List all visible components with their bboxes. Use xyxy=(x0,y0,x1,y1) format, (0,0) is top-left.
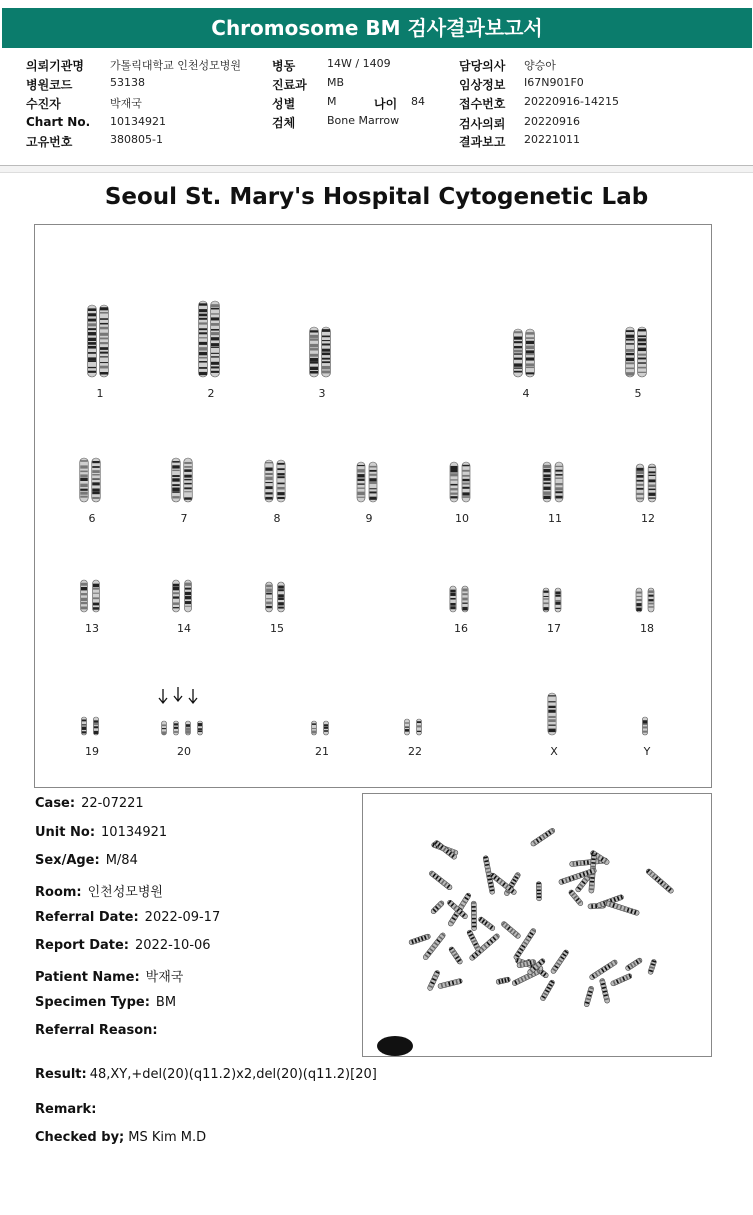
result-label: Result: xyxy=(35,1067,87,1082)
chromosome-label-15: 15 xyxy=(270,622,284,635)
header-divider xyxy=(0,166,753,173)
specimen-type-label: Specimen Type: xyxy=(35,995,150,1010)
unit-no-label: Unit No: xyxy=(35,825,96,840)
chromosome-7 xyxy=(168,456,200,504)
chromosome-label-22: 22 xyxy=(408,745,422,758)
specimen-value: Bone Marrow xyxy=(327,114,400,127)
chromosome-12 xyxy=(632,462,664,504)
chromosome-6 xyxy=(76,456,108,504)
chromosome-17 xyxy=(538,586,570,614)
report-date-value-2: 2022-10-06 xyxy=(135,938,211,953)
hospital-code-label: 병원코드 xyxy=(26,78,73,92)
unique-no-value: 380805-1 xyxy=(110,133,163,146)
unit-no-row xyxy=(35,825,167,840)
patient-name-value: 박재국 xyxy=(145,970,184,985)
deletion-arrows-icon xyxy=(153,687,213,711)
institution-label: 의뢰기관명 xyxy=(26,59,84,73)
unique-no-label: 고유번호 xyxy=(26,135,73,149)
specimen-type-row xyxy=(35,995,176,1010)
specimen-label: 검체 xyxy=(272,116,296,130)
chromosome-label-7: 7 xyxy=(180,512,188,525)
karyogram-panel xyxy=(34,224,712,788)
chromosome-label-Y: Y xyxy=(643,745,651,758)
chromosome-5 xyxy=(622,325,654,379)
chromosome-1 xyxy=(84,303,116,379)
clinical-info-value: I67N901F0 xyxy=(524,76,584,89)
chromosome-label-14: 14 xyxy=(177,622,191,635)
unit-no-value: 10134921 xyxy=(101,825,168,840)
chromosome-label-4: 4 xyxy=(522,387,530,400)
chromosome-label-5: 5 xyxy=(634,387,642,400)
chromosome-22 xyxy=(399,717,431,737)
receipt-no-value: 20220916-14215 xyxy=(524,95,619,108)
patient-name-row xyxy=(35,966,183,985)
room-label: Room: xyxy=(35,885,82,900)
chromosome-label-12: 12 xyxy=(641,512,655,525)
request-date-value: 20220916 xyxy=(524,115,580,128)
chromosome-2 xyxy=(195,299,227,379)
chromosome-label-13: 13 xyxy=(85,622,99,635)
chromosome-15 xyxy=(261,580,293,614)
chromosome-label-9: 9 xyxy=(365,512,373,525)
sex-age-value: M/84 xyxy=(105,853,138,868)
patient-value: 박재국 xyxy=(110,97,142,110)
chromosome-label-8: 8 xyxy=(273,512,281,525)
report-title-banner xyxy=(2,8,752,48)
chromosome-20 xyxy=(156,719,212,737)
physician-label: 담당의사 xyxy=(459,59,506,73)
chart-no-value: 10134921 xyxy=(110,115,166,128)
result-value: 48,XY,+del(20)(q11.2)x2,del(20)(q11.2)[20] xyxy=(89,1067,377,1082)
result-row xyxy=(35,1067,377,1082)
age-value: 84 xyxy=(411,95,425,108)
case-value: 22-07221 xyxy=(81,796,144,811)
specimen-type-value: BM xyxy=(155,995,177,1010)
chromosome-label-19: 19 xyxy=(85,745,99,758)
chromosome-label-21: 21 xyxy=(315,745,329,758)
ward-label: 병동 xyxy=(272,59,296,73)
chromosome-label-11: 11 xyxy=(548,512,562,525)
department-label: 진료과 xyxy=(272,78,307,92)
metaphase-image xyxy=(362,793,712,1057)
clinical-info-label: 임상정보 xyxy=(459,78,506,92)
chromosome-14 xyxy=(168,578,200,614)
checked-by-label: Checked by; xyxy=(35,1130,125,1145)
report-title: Chromosome BM 검사결과보고서 xyxy=(211,16,543,40)
chromosome-18 xyxy=(631,586,663,614)
sex-value: M xyxy=(327,95,337,108)
patient-name-label: Patient Name: xyxy=(35,970,140,985)
lab-title: Seoul St. Mary's Hospital Cytogenetic Lab xyxy=(104,184,649,210)
patient-header xyxy=(0,50,753,166)
receipt-no-label: 접수번호 xyxy=(459,97,506,111)
referral-date-value: 2022-09-17 xyxy=(144,910,221,925)
report-date-label: 결과보고 xyxy=(459,135,506,149)
chromosome-label-17: 17 xyxy=(547,622,561,635)
chromosome-16 xyxy=(445,584,477,614)
institution-value: 가톨릭대학교 인천성모병원 xyxy=(110,59,242,72)
chromosome-10 xyxy=(446,460,478,504)
report-date-value: 20221011 xyxy=(524,133,580,146)
chromosome-label-20: 20 xyxy=(177,745,191,758)
chromosome-Y xyxy=(637,715,657,737)
sex-age-row xyxy=(35,853,138,868)
patient-label: 수진자 xyxy=(26,97,61,111)
chart-no-label: Chart No. xyxy=(26,115,91,129)
chromosome-label-3: 3 xyxy=(318,387,326,400)
referral-date-row xyxy=(35,910,220,925)
chromosome-9 xyxy=(353,460,385,504)
department-value: MB xyxy=(327,76,345,89)
room-value: 인천성모병원 xyxy=(87,885,163,900)
request-date-label: 검사의뢰 xyxy=(459,117,506,131)
sex-age-label: Sex/Age: xyxy=(35,853,100,868)
chromosome-label-X: X xyxy=(550,745,558,758)
chromosome-19 xyxy=(76,715,108,737)
chromosome-X xyxy=(544,691,564,737)
chromosome-8 xyxy=(261,458,293,504)
ward-value: 14W / 1409 xyxy=(327,57,391,70)
case-row xyxy=(35,796,144,811)
chromosome-label-18: 18 xyxy=(640,622,654,635)
chromosome-21 xyxy=(306,719,338,737)
chromosome-label-1: 1 xyxy=(96,387,104,400)
age-label: 나이 xyxy=(374,97,398,111)
report-date-label-2: Report Date: xyxy=(35,938,130,953)
referral-reason-row xyxy=(35,1023,164,1038)
case-label: Case: xyxy=(35,796,76,811)
room-row xyxy=(35,881,163,900)
referral-reason-label: Referral Reason: xyxy=(35,1023,158,1038)
physician-value: 양승아 xyxy=(524,59,556,72)
sex-label: 성별 xyxy=(272,97,296,111)
chromosome-label-6: 6 xyxy=(88,512,96,525)
report-date-row xyxy=(35,938,211,953)
hospital-code-value: 53138 xyxy=(110,76,145,89)
chromosome-3 xyxy=(306,325,338,379)
checked-by-row xyxy=(35,1130,206,1145)
remark-label: Remark: xyxy=(35,1102,97,1117)
remark-row xyxy=(35,1102,102,1117)
metaphase-spread xyxy=(363,794,711,1056)
referral-date-label: Referral Date: xyxy=(35,910,139,925)
chromosome-4 xyxy=(510,327,542,379)
chromosome-11 xyxy=(539,460,571,504)
chromosome-label-16: 16 xyxy=(454,622,468,635)
chromosome-label-2: 2 xyxy=(207,387,215,400)
checked-by-value: MS Kim M.D xyxy=(128,1130,207,1145)
chromosome-label-10: 10 xyxy=(455,512,469,525)
chromosome-13 xyxy=(76,578,108,614)
